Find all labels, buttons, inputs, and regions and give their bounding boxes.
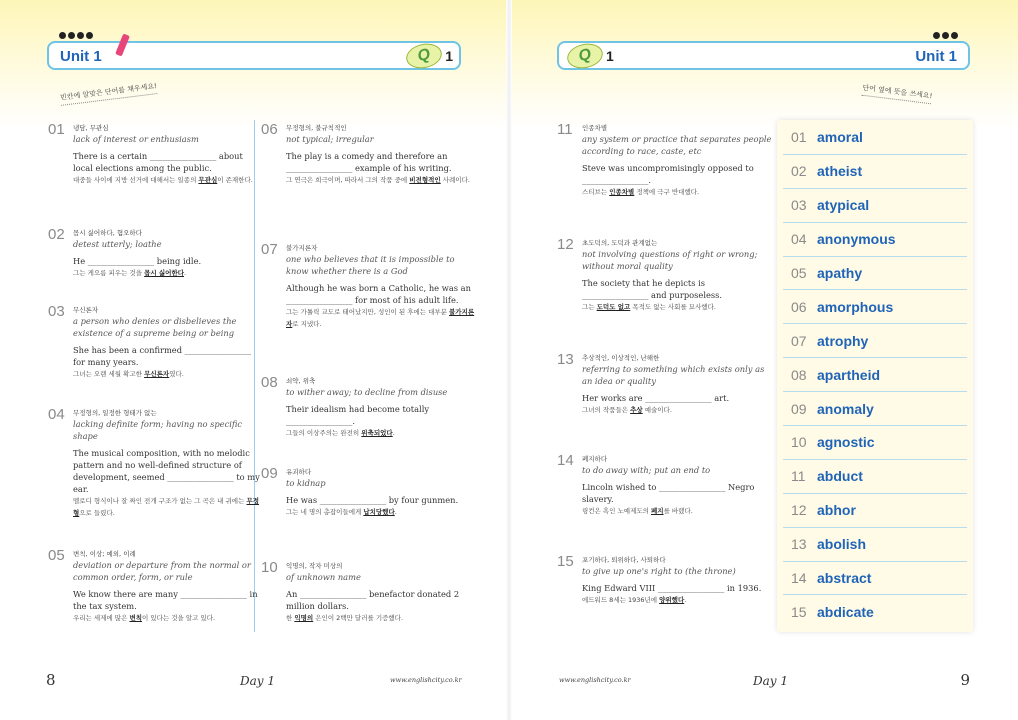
translation-text: 였다. [169, 370, 184, 378]
example-sentence: Although he was born a Catholic, he was an ________________ for most of his adult life. [286, 283, 471, 305]
word-list-row [783, 392, 967, 426]
korean-translation [582, 505, 772, 517]
word-term: anonymous [817, 231, 896, 248]
translation-text: 로 지냈다. [292, 320, 322, 328]
word-term: atheist [817, 163, 863, 180]
english-definition: lacking definite form; having no specific shape [73, 419, 243, 441]
entry-number: 02 [48, 226, 65, 243]
translation-text: 그들의 이상주의는 완전히 [286, 429, 362, 437]
word-term: atypical [817, 197, 870, 214]
word-term: amoral [817, 129, 863, 146]
korean-meaning: 인종차별 [582, 124, 608, 132]
entry-number: 13 [557, 351, 574, 368]
word-number: 12 [791, 502, 807, 519]
translation-keyword: 변칙 [129, 614, 142, 622]
quiz-q-icon: Q [565, 41, 605, 72]
word-list-row [783, 155, 967, 189]
korean-meaning: 불가지론자 [286, 244, 318, 252]
korean-translation [286, 174, 476, 186]
english-definition: one who believes that it is impossible to know whether there is a God [286, 254, 455, 276]
entry-number: 11 [557, 121, 573, 138]
entry-number: 06 [261, 121, 278, 138]
translation-text: 목적도 없는 사회를 묘사했다. [630, 303, 716, 311]
vocab-entry [48, 547, 263, 624]
korean-translation [73, 267, 263, 279]
translation-text: 정책에 극구 반대했다. [634, 188, 700, 196]
korean-meaning: 추상적인, 이상적인, 난해한 [582, 354, 660, 362]
vocab-entry [557, 452, 772, 517]
entry-number: 12 [557, 236, 574, 253]
word-list-row [783, 121, 967, 155]
english-definition: detest utterly; loathe [73, 239, 162, 249]
korean-translation [582, 301, 772, 313]
korean-meaning: 무정형의, 불규칙적인 [286, 124, 347, 132]
english-definition: to kidnap [286, 478, 326, 488]
translation-text: 그는 가톨릭 교도로 태어났지만, 성인이 된 후에는 대부분 [286, 308, 450, 316]
page-number: 9 [960, 671, 970, 689]
korean-meaning: 쇠약, 위축 [286, 377, 316, 385]
korean-meaning: 초도덕의, 도덕과 관계없는 [582, 239, 658, 247]
translation-text: 멜로디 형식이나 잘 짜인 전개 구조가 없는 그 곡은 내 귀에는 [73, 497, 247, 505]
translation-text: 은인이 2백만 달러를 기증했다. [313, 614, 404, 622]
translation-text: 를 바랬다. [663, 507, 693, 515]
word-term: amorphous [817, 298, 894, 315]
quiz-number: 1 [606, 48, 614, 64]
korean-translation [286, 506, 476, 518]
vocab-entry [261, 121, 476, 186]
example-sentence: An ________________ benefactor donated 2 million dollars. [286, 589, 460, 611]
translation-text: 그녀의 작품들은 [582, 406, 631, 414]
translation-text: 스티브는 [582, 188, 610, 196]
example-sentence: King Edward VIII ________________ in 1936. [582, 583, 762, 593]
website-url: www.englishcity.co.kr [559, 676, 631, 684]
translation-keyword: 불가지론자 [286, 308, 475, 328]
unit-header-left [47, 41, 461, 70]
word-number: 02 [791, 163, 807, 180]
korean-translation [73, 612, 263, 624]
translation-text: 사례이다. [440, 176, 470, 184]
translation-keyword: 추상 [630, 406, 643, 414]
quiz-q-icon: Q [404, 41, 444, 72]
translation-text: 그녀는 오랜 세월 확고한 [73, 370, 145, 378]
entry-number: 07 [261, 241, 278, 258]
word-list-row [783, 324, 967, 358]
entry-number: 03 [48, 303, 65, 320]
translation-text: . [184, 269, 187, 277]
translation-keyword: 양위했다 [659, 596, 685, 604]
example-sentence: We know there are many ________________ in the tax system. [73, 589, 258, 611]
translation-text: 그는 게으름 피우는 것을 [73, 269, 145, 277]
korean-translation [582, 186, 772, 198]
example-sentence: He was ________________ by four gunmen. [286, 495, 459, 505]
vocab-entry [261, 374, 476, 439]
word-term: abhor [817, 502, 856, 519]
korean-meaning: 무신론자 [73, 306, 99, 314]
word-number: 01 [791, 129, 807, 146]
translation-keyword: 인종차별 [609, 188, 635, 196]
english-definition: any system or practice that separates people according to race, caste, etc [582, 134, 772, 156]
word-number: 11 [791, 468, 806, 485]
example-sentence: Their idealism had become totally ________________. [286, 404, 430, 426]
english-definition: to do away with; put an end to [582, 465, 711, 475]
translation-text: 링컨은 흑인 노예제도의 [582, 507, 651, 515]
translation-keyword: 무신론자 [144, 370, 170, 378]
translation-text: 으로 들렸다. [79, 509, 115, 517]
translation-text: 에드워드 8세는 1936년에 [582, 596, 660, 604]
word-list-row [783, 595, 967, 629]
website-url: www.englishcity.co.kr [390, 676, 462, 684]
translation-text: . [684, 596, 687, 604]
entry-number: 10 [261, 559, 278, 576]
english-definition: of unknown name [286, 572, 361, 582]
word-number: 14 [791, 570, 807, 587]
korean-meaning: 무정형의, 일정한 형태가 없는 [73, 409, 157, 417]
korean-meaning: 포기하다, 퇴위하다, 사퇴하다 [582, 556, 666, 564]
vocab-entry [261, 559, 476, 624]
example-sentence: Lincoln wished to ________________ Negro slavery. [582, 482, 755, 504]
translation-text: . [394, 508, 397, 516]
quiz-number: 1 [445, 48, 453, 64]
header-dots [59, 32, 93, 39]
korean-meaning: 익명의, 작자 미상의 [286, 562, 343, 570]
entry-number: 01 [48, 121, 65, 138]
vocab-entry [557, 553, 772, 606]
word-term: abdicate [817, 604, 874, 621]
vocab-entry [557, 236, 772, 313]
word-term: atrophy [817, 332, 869, 349]
day-label: Day 1 [753, 674, 789, 688]
page-gutter [506, 0, 512, 720]
unit-title: Unit 1 [915, 48, 957, 65]
word-list-row [783, 460, 967, 494]
example-sentence: He ________________ being idle. [73, 256, 202, 266]
english-definition: a person who denies or disbelieves the existence of a supreme being or being [73, 316, 237, 338]
header-dots [933, 32, 958, 39]
page-number: 8 [46, 671, 56, 689]
english-definition: referring to something which exists only as an idea or quality [582, 364, 765, 386]
korean-meaning: 유괴하다 [286, 468, 312, 476]
word-term: abolish [817, 536, 867, 553]
translation-text: 그는 네 명의 총잡이들에게 [286, 508, 364, 516]
korean-meaning: 몹시 싫어하다, 혐오하다 [73, 229, 142, 237]
vocab-entry [48, 303, 263, 380]
korean-translation [286, 612, 476, 624]
vocab-entry [261, 465, 476, 518]
translation-text: 그 연극은 희극이며, 따라서 그의 작품 중에 [286, 176, 410, 184]
vocab-entry [557, 121, 772, 198]
korean-translation [582, 594, 772, 606]
word-term: apartheid [817, 366, 881, 383]
word-number: 13 [791, 536, 807, 553]
word-term: abduct [817, 468, 863, 485]
word-list-row [783, 562, 967, 596]
word-term: anomaly [817, 400, 874, 417]
vocab-entry [557, 351, 772, 416]
korean-translation [286, 306, 476, 330]
example-sentence: Steve was uncompromisingly opposed to ________________. [582, 163, 754, 185]
translation-text: . [392, 429, 395, 437]
korean-meaning: 폐지하다 [582, 455, 608, 463]
word-list-row [783, 189, 967, 223]
english-definition: lack of interest or enthusiasm [73, 134, 199, 144]
word-number: 06 [791, 298, 807, 315]
korean-translation [73, 495, 263, 519]
translation-keyword: 위축되었다 [361, 429, 393, 437]
korean-meaning: 냉담, 무관심 [73, 124, 109, 132]
word-list-row [783, 528, 967, 562]
entry-number: 05 [48, 547, 65, 564]
vocab-entry [261, 241, 476, 330]
vocab-entry [48, 406, 263, 519]
word-list-row [783, 257, 967, 291]
translation-text: 한 [286, 614, 295, 622]
korean-translation [73, 174, 263, 186]
word-list-row [783, 426, 967, 460]
entry-number: 15 [557, 553, 574, 570]
english-definition: deviation or departure from the normal or common order, form, or rule [73, 560, 251, 582]
word-list-row [783, 290, 967, 324]
translation-keyword: 폐지 [651, 507, 664, 515]
word-number: 07 [791, 332, 807, 349]
example-sentence: The society that he depicts is ________________ and purposeless. [582, 278, 723, 300]
instruction-text: 빈칸에 알맞은 단어를 채우세요! [60, 81, 158, 106]
translation-text: 우리는 세제에 많은 [73, 614, 130, 622]
korean-translation [73, 368, 263, 380]
word-term: abstract [817, 570, 872, 587]
word-number: 03 [791, 197, 807, 214]
quiz-badge [406, 44, 453, 68]
translation-text: 이 있다는 것을 알고 있다. [142, 614, 216, 622]
korean-meaning: 변칙, 이상; 예외, 이례 [73, 550, 136, 558]
quiz-badge [567, 44, 614, 68]
translation-text: 예술이다. [642, 406, 672, 414]
word-term: agnostic [817, 434, 875, 451]
example-sentence: She has been a confirmed ________________ for many years. [73, 345, 252, 367]
word-number: 04 [791, 231, 807, 248]
example-sentence: The musical composition, with no melodic pattern and no well-defined structure of development, seemed ________________ to my ear. [73, 448, 260, 494]
english-definition: to wither away; to decline from disuse [286, 387, 448, 397]
entry-number: 04 [48, 406, 65, 423]
translation-keyword: 무관심 [198, 176, 218, 184]
translation-text: 이 존재한다. [217, 176, 253, 184]
word-number: 15 [791, 604, 807, 621]
word-list-panel [777, 120, 973, 632]
translation-keyword: 익명의 [294, 614, 314, 622]
translation-keyword: 납치당했다 [363, 508, 395, 516]
word-list-row [783, 494, 967, 528]
translation-keyword: 비전형적인 [409, 176, 441, 184]
vocab-entry [48, 121, 263, 186]
translation-text: 그는 [582, 303, 597, 311]
instruction-text: 단어 옆에 뜻을 쓰세요! [861, 83, 932, 104]
pencil-icon [115, 33, 130, 56]
word-number: 08 [791, 366, 807, 383]
entry-number: 09 [261, 465, 278, 482]
word-number: 10 [791, 434, 807, 451]
word-list-row [783, 358, 967, 392]
translation-keyword: 무정형 [73, 497, 259, 517]
translation-text: 대중들 사이에 지방 선거에 대해서는 일종의 [73, 176, 199, 184]
example-sentence: The play is a comedy and therefore an ________________ example of his writing. [286, 151, 452, 173]
vocab-entry [48, 226, 263, 279]
entry-number: 08 [261, 374, 278, 391]
korean-translation [582, 404, 772, 416]
right-page [509, 0, 1018, 720]
english-definition: to give up one's right to (the throne) [582, 566, 736, 576]
korean-translation [286, 427, 476, 439]
example-sentence: Her works are ________________ art. [582, 393, 730, 403]
english-definition: not involving questions of right or wrong; without moral quality [582, 249, 758, 271]
entry-number: 14 [557, 452, 574, 469]
translation-keyword: 도덕도 없고 [596, 303, 631, 311]
word-number: 05 [791, 265, 807, 281]
word-number: 09 [791, 400, 807, 417]
unit-title: Unit 1 [60, 48, 102, 65]
unit-header-right [557, 41, 970, 70]
example-sentence: There is a certain ________________ about local elections among the public. [73, 151, 243, 173]
english-definition: not typical; irregular [286, 134, 374, 144]
translation-keyword: 몹시 싫어한다 [144, 269, 184, 277]
day-label: Day 1 [240, 674, 276, 688]
word-term: apathy [817, 265, 863, 281]
word-list-row [783, 223, 967, 257]
